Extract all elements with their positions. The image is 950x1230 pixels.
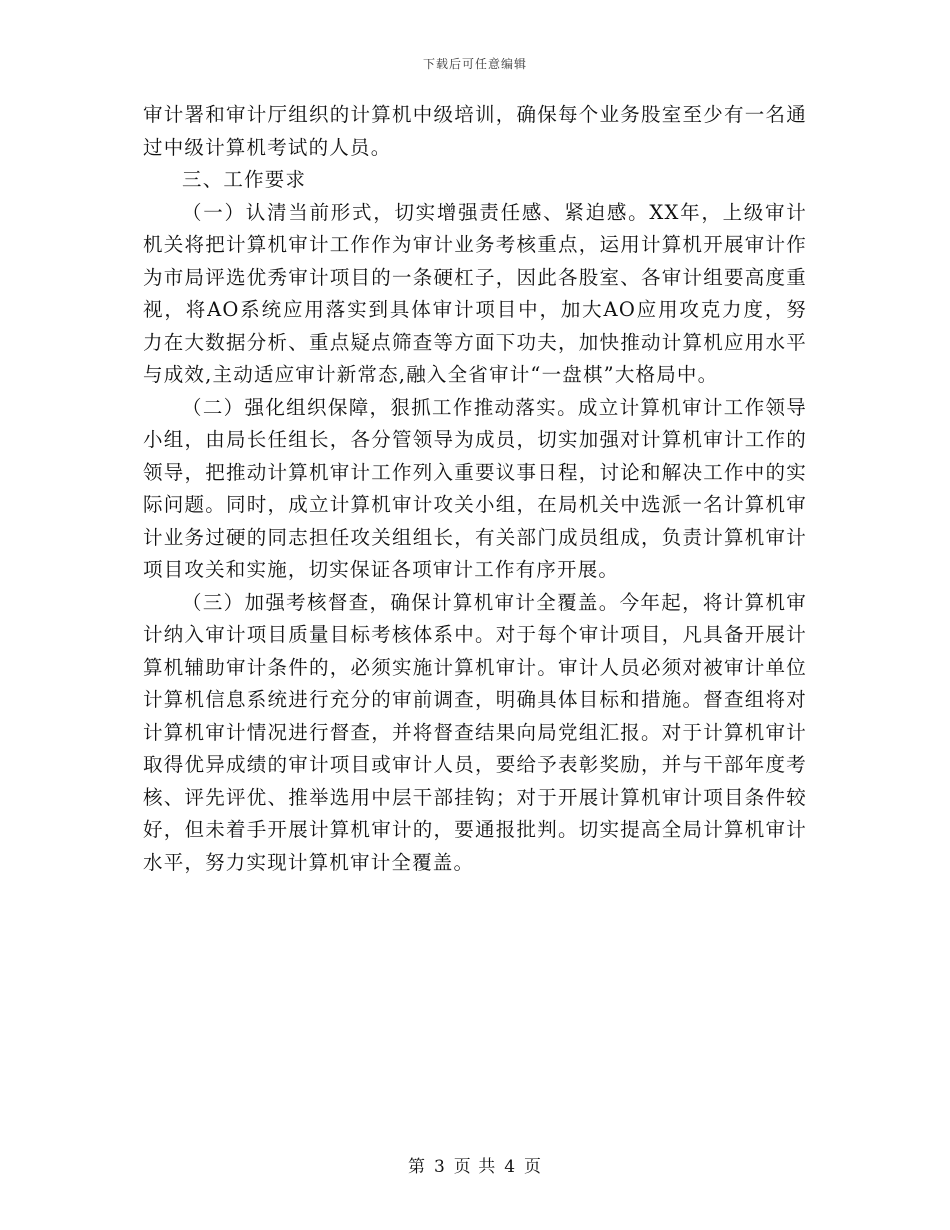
paragraph-requirement-1: （一）认清当前形式，切实增强责任感、紧迫感。XX年，上级审计机关将把计算机审计工作作为审计业务考核重点，运用计算机开展审计作为市局评选优秀审计项目的一条硬杠子，因此各股室、各审计组要高度重视，将AO系统应用落实到具体审计项目中，加大AO应用攻克力度，努力在大数据分析、重点疑点筛查等方面下功夫，加快推动计算机应用水平与成效,主动适应审计新常态,融入全省审计“一盘棋”大格局中。 [143, 200, 807, 386]
paragraph-requirement-3: （三）加强考核督查，确保计算机审计全覆盖。今年起，将计算机审计纳入审计项目质量目标考核体系中。对于每个审计项目，凡具备开展计算机辅助审计条件的，必须实施计算机审计。审计人员必须对被审计单位计算机信息系统进行充分的审前调查，明确具体目标和措施。督查组将对计算机审计情况进行督查，并将督查结果向局党组汇报。对于计算机审计取得优异成绩的审计项目或审计人员，要给予表彰奖励，并与干部年度考核、评先评优、推举选用中层干部挂钩；对于开展计算机审计项目条件较好，但未着手开展计算机审计的，要通报批判。切实提高全局计算机审计水平，努力实现计算机审计全覆盖。 [143, 590, 807, 874]
document-body [143, 99, 807, 879]
page-footer [0, 1152, 950, 1177]
current-page-number: 3 [433, 1157, 446, 1177]
footer-prefix: 第 [407, 1157, 426, 1177]
paragraph-requirement-2: （二）强化组织保障，狠抓工作推动落实。成立计算机审计工作领导小组，由局长任组长，各分管领导为成员，切实加强对计算机审计工作的领导，把推动计算机审计工作列入重要议事日程，讨论和解决工作中的实际问题。同时，成立计算机审计攻关小组，在局机关中选派一名计算机审计业务过硬的同志担任攻关组组长，有关部门成员组成，负责计算机审计项目攻关和实施，切实保证各项审计工作有序开展。 [143, 395, 807, 581]
total-page-number: 4 [504, 1157, 517, 1177]
paragraph-continued: 审计署和审计厅组织的计算机中级培训，确保每个业务股室至少有一名通过中级计算机考试的人员。 [143, 103, 807, 159]
footer-middle: 页 共 [453, 1157, 497, 1177]
section-heading: 三、工作要求 [182, 168, 307, 191]
footer-suffix: 页 [524, 1157, 543, 1177]
page-header: 下载后可任意编辑 [422, 57, 527, 71]
